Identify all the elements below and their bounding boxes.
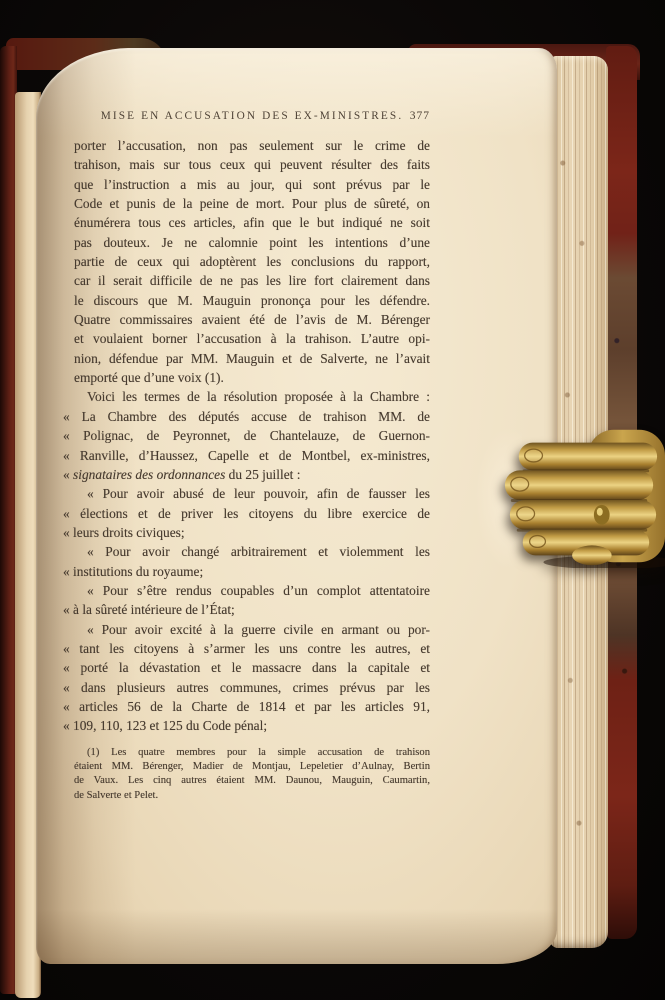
body-text <box>63 136 430 736</box>
text-line: le discours que M. Mauguin prononça pour les défendre. <box>74 292 430 308</box>
text-line: énumérera tous ces articles, afin que le but indiqué ne soit <box>74 215 430 231</box>
running-header <box>74 110 430 125</box>
text-line: « Pour avoir changé arbitrairement et violemment les <box>87 544 430 560</box>
text-line: « articles 56 de la Charte de 1814 et par les articles 91, <box>63 698 430 714</box>
hand-thumb-tip <box>572 545 612 565</box>
ring-jewelry <box>594 505 610 525</box>
text-line: « dans plusieurs autres communes, crimes prévus par les <box>63 679 430 695</box>
text-line: porter l’accusation, non pas seulement sur le crime de <box>74 138 430 153</box>
text-line: trahison, mais sur tous ceux qui peuvent résulter des faits <box>74 157 430 173</box>
text-line: « tant les citoyens à s’armer les uns contre les autres, et <box>63 640 430 656</box>
brass-hand-page-holder <box>497 428 665 568</box>
text-line: « La Chambre des députés accuse de trahison MM. de <box>63 408 430 424</box>
text-line: emporté que d’une voix (1). <box>74 370 224 386</box>
text-line: « signataires des ordonnances du 25 juillet : <box>63 466 301 482</box>
text-line: partie de ceux qui adoptèrent les conclusions du rapport, <box>74 254 430 270</box>
text-line: nion, défendue par MM. Mauguin et de Salverte, ne l’avait <box>74 350 430 366</box>
text-line: « à la sûreté intérieure de l’État; <box>63 602 235 618</box>
text-line: Quatre commissaires avaient été de l’avis de M. Bérenger <box>74 312 430 328</box>
text-line: « Ranville, d’Haussez, Capelle et de Montbel, ex-ministres, <box>63 447 430 463</box>
text-line: étaient MM. Bérenger, Madier de Montjau, Lepeletier d’Aulnay, Bertin <box>74 761 430 773</box>
text-line: « institutions du royaume; <box>63 563 204 579</box>
text-line: « Pour s’être rendus coupables d’un complot attentatoire <box>87 582 430 598</box>
text-line: et voulaient borner l’accusation à la trahison. L’autre opi- <box>74 331 430 347</box>
text-line: (1) Les quatre membres pour la simple accusation de trahison <box>87 746 430 758</box>
text-line: pas douteux. Je ne calomnie point les intentions d’une <box>74 234 430 250</box>
text-line: « Pour avoir excité à la guerre civile en armant ou por- <box>87 621 430 637</box>
text-line: Voici les termes de la résolution proposée à la Chambre : <box>87 389 430 405</box>
page-text-block <box>63 110 430 803</box>
text-line: « leurs droits civiques; <box>63 524 185 540</box>
text-line: « 109, 110, 123 et 125 du Code pénal; <box>63 718 268 734</box>
page-number: 377 <box>409 110 430 122</box>
text-line: « Pour avoir abusé de leur pouvoir, afin de fausser les <box>87 486 430 502</box>
fingernail <box>517 507 535 521</box>
fingernail <box>530 536 546 548</box>
fingernail <box>525 449 543 462</box>
text-line: car il serait difficile de ne pas les lire fort clairement dans <box>74 273 430 289</box>
text-line: « porté la dévastation et le massacre dans la capitale et <box>63 660 430 676</box>
text-line: « élections et de priver les citoyens du libre exercice de <box>63 505 430 521</box>
fingernail <box>511 477 529 491</box>
text-line: de Salverte et Pelet. <box>74 789 159 801</box>
text-line: de Vaux. Les cinq autres étaient MM. Daunou, Mauguin, Caumartin, <box>74 775 430 787</box>
text-line: Code et punis de la peine de mort. Pour plus de sûreté, on <box>74 196 430 212</box>
running-header-title: MISE EN ACCUSATION DES EX-MINISTRES. <box>100 110 404 122</box>
footnote-text <box>74 746 430 804</box>
text-line: que l’instruction a mis au jour, qui sont prévus par le <box>74 176 430 192</box>
text-line: « Polignac, de Peyronnet, de Chantelauze, de Guernon- <box>63 428 430 444</box>
